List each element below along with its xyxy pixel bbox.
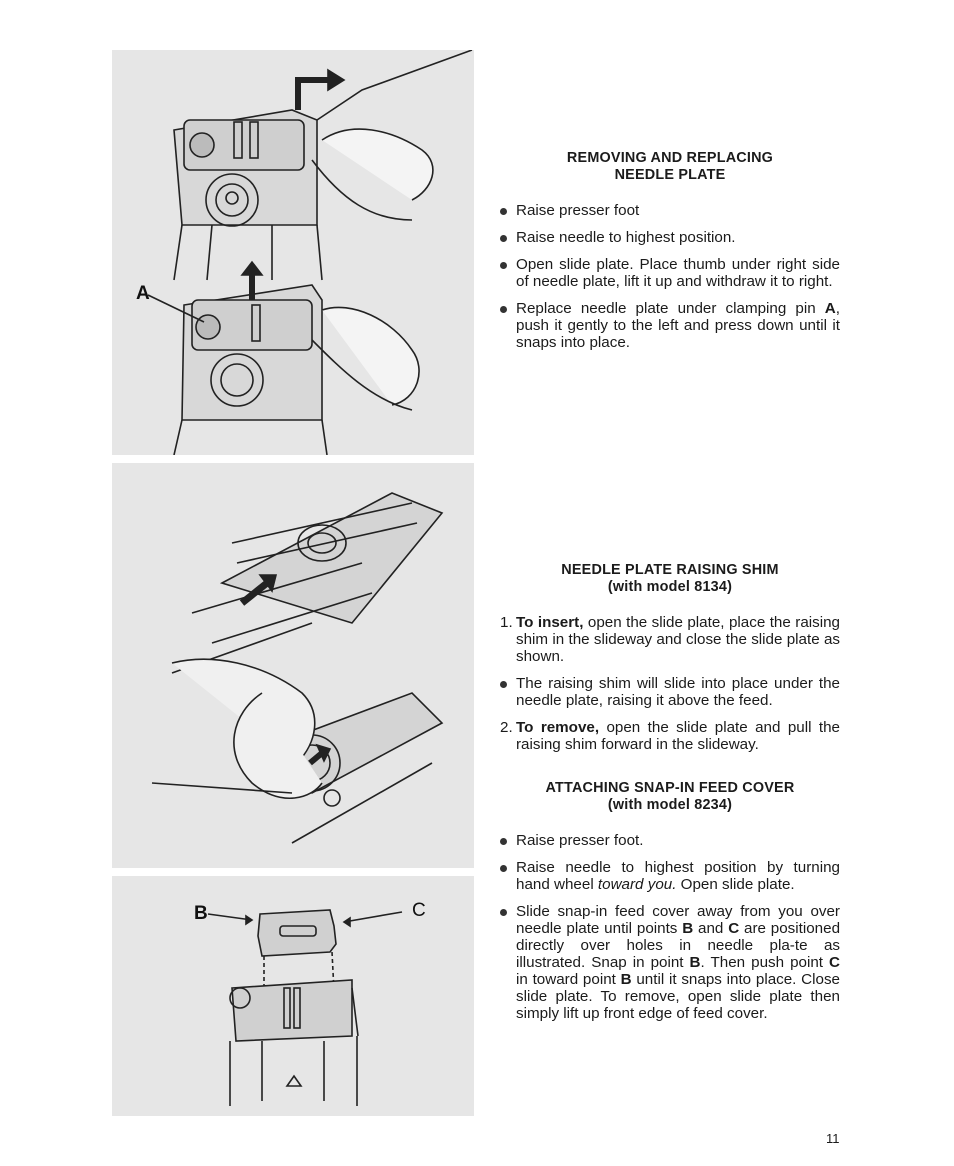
illustration-removing-needle-plate xyxy=(112,50,474,455)
section-removing-needle-plate xyxy=(500,150,840,351)
bullet-icon xyxy=(500,681,507,688)
section-title: REMOVING AND REPLACING NEEDLE PLATE xyxy=(566,150,774,183)
raising-shim-drawing xyxy=(112,463,474,868)
needle-plate-removal-drawing xyxy=(112,50,474,455)
list-item: 1. To insert, open the slide plate, place the raising shim in the slideway and close the slide plate as shown. xyxy=(500,614,840,665)
list-item: Slide snap-in feed cover away from you over needle plate until points B and C are positioned directly over holes in needle pla-te as illustrated. Snap in point B. Then push point C in toward point B until it snaps into place. Close slide plate. To remove, open slide plate then simply lift up front edge of feed cover. xyxy=(500,903,840,1022)
list-item: The raising shim will slide into place under the needle plate, raising it above the feed. xyxy=(500,675,840,709)
bullet-icon xyxy=(500,865,507,872)
list-item: Replace needle plate under clamping pin A, push it gently to the left and press down until it snaps into place. xyxy=(500,300,840,351)
bullet-icon xyxy=(500,208,507,215)
page-number: 11 xyxy=(826,1131,840,1146)
list-item: Raise presser foot xyxy=(500,202,840,219)
section-title: ATTACHING SNAP-IN FEED COVER (with model 8234) xyxy=(545,780,795,813)
section-title: NEEDLE PLATE RAISING SHIM (with model 8134) xyxy=(561,562,779,595)
illustration-raising-shim xyxy=(112,463,474,868)
bullet-icon xyxy=(500,235,507,242)
list-item: 2. To remove, open the slide plate and pull the raising shim forward in the slideway. xyxy=(500,719,840,753)
list-item: Raise presser foot. xyxy=(500,832,840,849)
bullet-icon xyxy=(500,838,507,845)
label-point-c: C xyxy=(412,900,426,921)
section-raising-shim xyxy=(500,562,840,753)
bullet-icon xyxy=(500,909,507,916)
section-snap-in-feed-cover xyxy=(500,780,840,1022)
bullet-icon xyxy=(500,262,507,269)
label-point-a: A xyxy=(136,283,150,304)
list-item: Open slide plate. Place thumb under right side of needle plate, lift it up and withdraw it to right. xyxy=(500,256,840,290)
list-item: Raise needle to highest position. xyxy=(500,229,840,246)
list-item: Raise needle to highest position by turning hand wheel toward you. Open slide plate. xyxy=(500,859,840,893)
label-point-b: B xyxy=(194,903,208,924)
bullet-icon xyxy=(500,306,507,313)
